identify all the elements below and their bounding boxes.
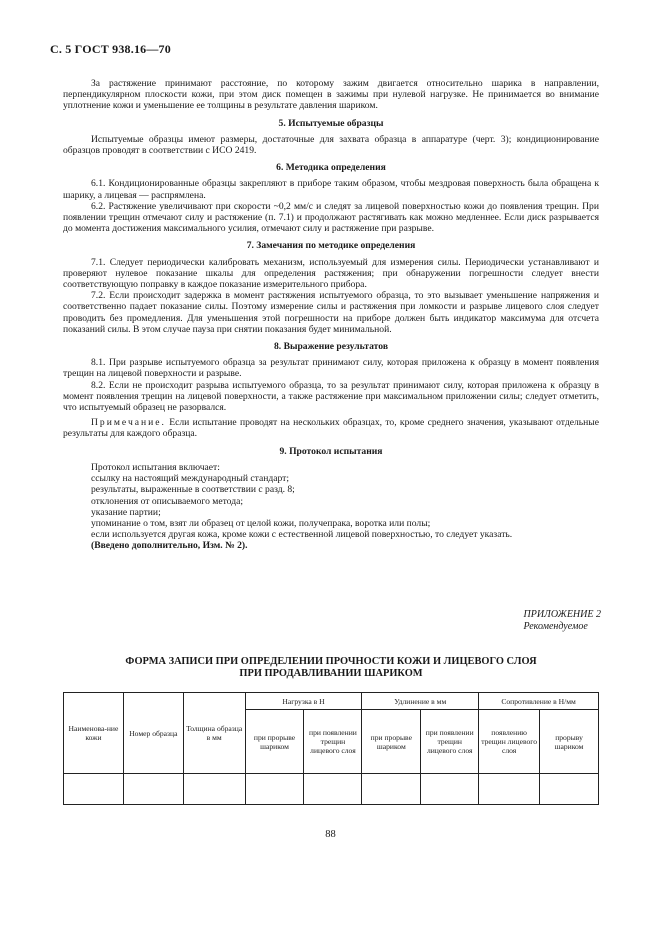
section-6-title: 6. Методика определения xyxy=(276,162,386,174)
header-thickness: Толщина образца в мм xyxy=(183,693,245,774)
form-title-line-1: ФОРМА ЗАПИСИ ПРИ ОПРЕДЕЛЕНИИ ПРОЧНОСТИ КОЖИ И ЛИЦЕВОГО СЛОЯ xyxy=(125,656,537,667)
paragraph-6-2: 6.2. Растяжение увеличивают при скорости ~0,2 мм/с и следят за лицевой поверхностью кожи до появления трещин. При появлении трещин отмечают силу и растяжение (п. 7.1) и продолжают растягивать как можно медленнее. Если диск разрывается до момента достижения максимального усилия, отмечают силу и растяжение при разрыве. xyxy=(63,200,599,235)
table-row xyxy=(64,774,599,805)
table-cell xyxy=(421,774,479,805)
header-load: Нагрузка в Н xyxy=(245,693,362,710)
appendix-label xyxy=(524,609,602,633)
paragraph-7-2: 7.2. Если происходит задержка в момент растяжения испытуемого образца, то это вызывает уменьшение напряжения и соответственно падает показание силы. Поэтому измерение силы и растяжения при ломкости и разрыве лицевого слоя следует проводить без промедления. Для уменьшения этой погрешности на приборе должен быть индикатор максимума для отсчета показаний силы. В этом случае пауза при снятии показания будет минимальной. xyxy=(63,290,599,335)
form-title xyxy=(63,656,599,680)
protocol-item: упоминание о том, взят ли образец от целой кожи, получепрака, воротка или полы; xyxy=(91,517,431,529)
table-cell xyxy=(362,774,421,805)
section-5-text: Испытуемые образцы имеют размеры, достаточные для захвата образца в аппаратуре (черт. 3); кондиционирование образцов проводят в соответствии с ИСО 2419. xyxy=(63,133,599,157)
table-header-row xyxy=(64,693,599,710)
record-form-table xyxy=(63,692,599,805)
header-elongation: Удлинение в мм xyxy=(362,693,479,710)
table-cell xyxy=(183,774,245,805)
protocol-item: ссылку на настоящий международный стандарт; xyxy=(91,473,290,485)
subheader-load-crack: при появлении трещин лицевого слоя xyxy=(304,710,362,774)
section-8-title: 8. Выражение результатов xyxy=(273,341,388,353)
note-text: Если испытание проводят на нескольких образцах, то, кроме среднего значения, указывают отдельные результаты для каждого образца. xyxy=(63,417,599,440)
section-7-title: 7. Замечания по методике определения xyxy=(246,240,416,252)
body-text xyxy=(63,78,599,552)
appendix-subtitle: Рекомендуемое xyxy=(523,621,588,632)
intro-paragraph: За растяжение принимают расстояние, по которому зажим двигается относительно шарика в направлении, перпендикулярном плоскости кожи, при этом диск помещен в зажимы при нулевой нагрузке. Не принимается во внимание уплотнение кожи и уменьшение ее толщины в результате давления шариком. xyxy=(63,78,599,112)
paragraph-6-1: 6.1. Кондиционированные образцы закрепляют в приборе таким образом, чтобы мездровая поверхность была обращена к шарику, а лицевая — распрямлена. xyxy=(63,178,599,201)
protocol-item: если используется другая кожа, кроме кожи с естественной лицевой поверхностью, то следует указать. xyxy=(91,529,513,541)
subheader-load-burst: при прорыве шариком xyxy=(245,710,304,774)
protocol-item: Протокол испытания включает: xyxy=(91,461,220,473)
table-cell xyxy=(304,774,362,805)
section-5-title: 5. Испытуемые образцы xyxy=(278,117,384,129)
protocol-item: отклонения от описываемого метода; xyxy=(91,495,244,507)
subheader-resist-burst: прорыву шариком xyxy=(540,710,599,774)
paragraph-8-2: 8.2. Если не происходит разрыва испытуемого образца, то за результат принимают силу, которая приложена к образцу в момент появления трещин на лицевой поверхности, а также растяжение при максимальном приложении силы; следует отметить, что испытуемый образец не разорвался. xyxy=(63,379,599,414)
header-leather-name: Наименова-ние кожи xyxy=(64,693,124,774)
protocol-item: указание партии; xyxy=(91,506,161,518)
paragraph-8-1: 8.1. При разрыве испытуемого образца за результат принимают силу, которая приложена к образцу в момент появления трещин на лицевой поверхности и разрыве. xyxy=(63,357,599,380)
note-label: Примечание. xyxy=(91,417,166,429)
header-sample-number: Номер образца xyxy=(123,693,183,774)
table-cell xyxy=(245,774,304,805)
page-number: 88 xyxy=(325,829,336,840)
table-cell xyxy=(479,774,540,805)
table-cell xyxy=(64,774,124,805)
note-paragraph xyxy=(63,417,599,439)
page-header: С. 5 ГОСТ 938.16—70 xyxy=(50,42,171,56)
section-9-title: 9. Протокол испытания xyxy=(279,445,383,457)
header-resistance: Сопротивление в Н/мм xyxy=(479,693,599,710)
table-cell xyxy=(540,774,599,805)
protocol-amendment: (Введено дополнительно, Изм. № 2). xyxy=(91,540,248,552)
form-title-line-2: ПРИ ПРОДАВЛИВАНИИ ШАРИКОМ xyxy=(239,668,423,679)
appendix-title: ПРИЛОЖЕНИЕ 2 xyxy=(523,609,601,620)
subheader-elong-crack: при появлении трещин лицевого слоя xyxy=(421,710,479,774)
table-cell xyxy=(123,774,183,805)
subheader-resist-crack: появлению трещин лицевого слоя xyxy=(479,710,540,774)
subheader-elong-burst: при прорыве шариком xyxy=(362,710,421,774)
protocol-item: результаты, выраженные в соответствии с разд. 8; xyxy=(91,484,295,496)
paragraph-7-1: 7.1. Следует периодически калибровать механизм, используемый для измерения силы. Периодически устанавливают и проверяют нулевое показание шкалы для определения растяжения; при обнаружении погрешности следует внести соответствующую поправку в каждое показание измерительного прибора. xyxy=(63,256,599,291)
